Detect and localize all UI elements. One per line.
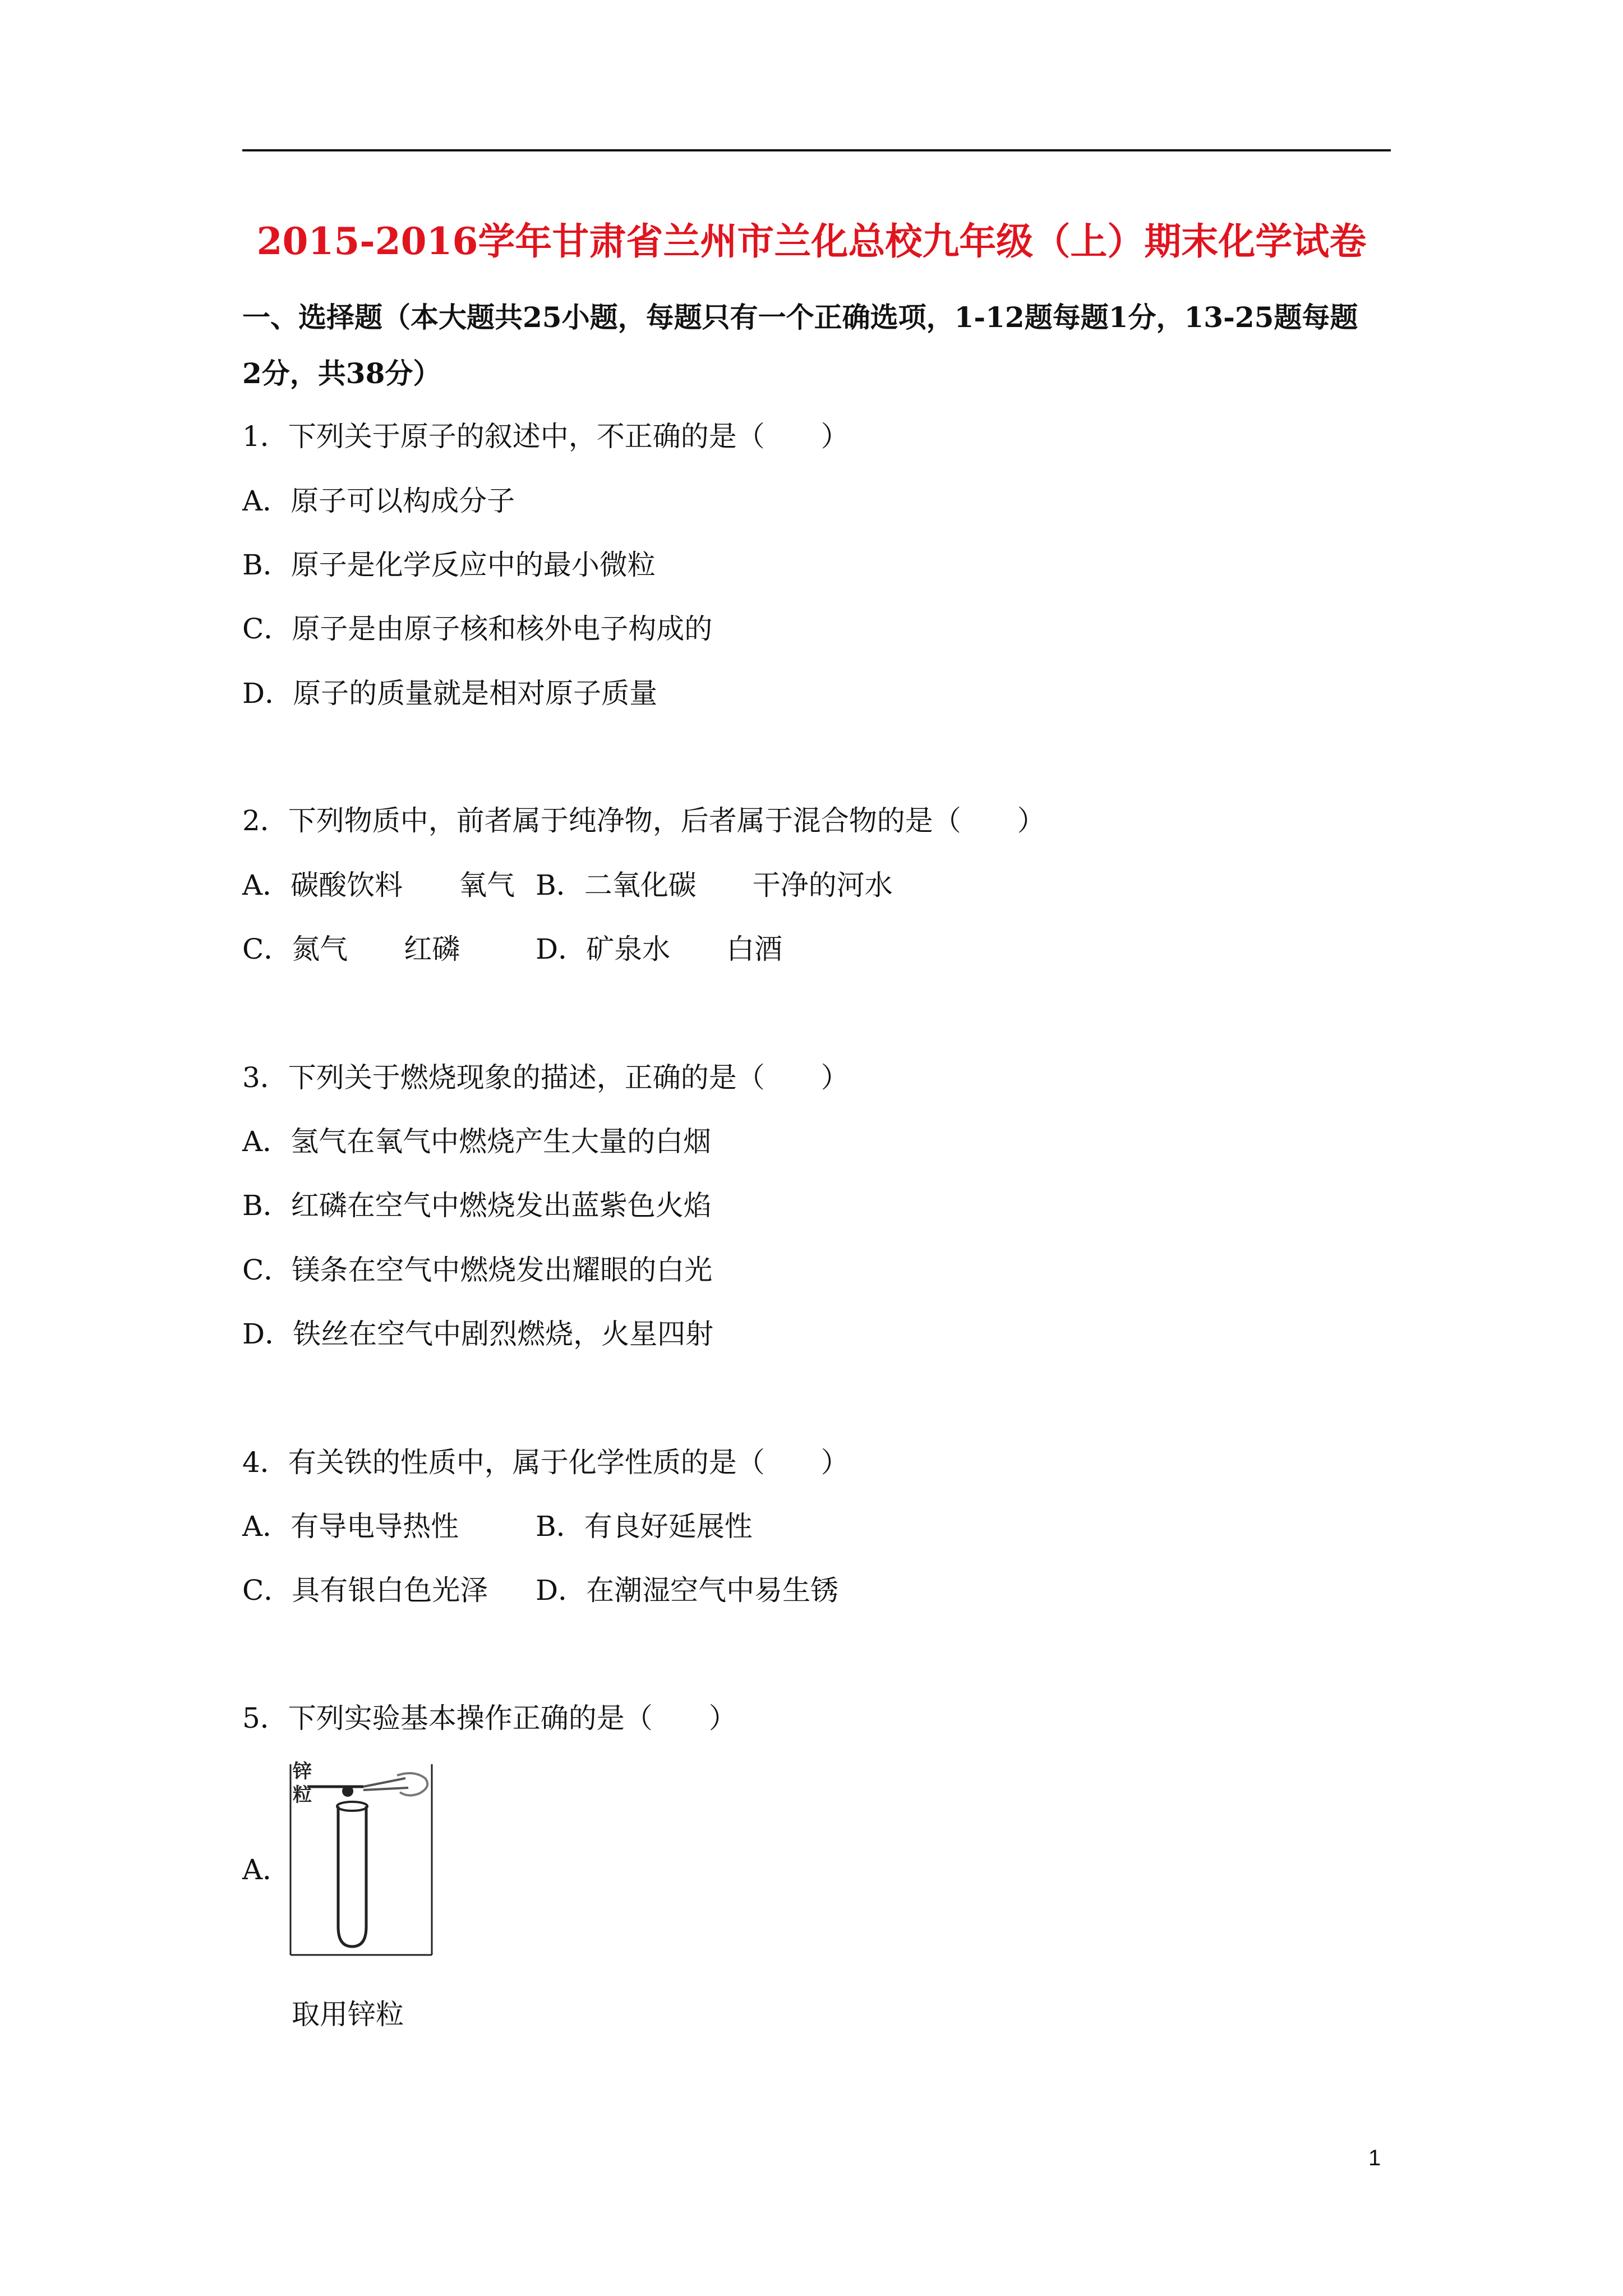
question-4-option-b: B．有良好延展性 — [536, 1510, 753, 1543]
question-3-option-a: A．氢气在氧气中燃烧产生大量的白烟 — [242, 1125, 712, 1158]
question-3-stem: 3．下列关于燃烧现象的描述，正确的是（ ） — [242, 1061, 849, 1094]
question-3-option-b: B．红磷在空气中燃烧发出蓝紫色火焰 — [242, 1189, 712, 1222]
question-4-option-d: D．在潮湿空气中易生锈 — [536, 1574, 839, 1607]
question-2-option-a: A．碳酸饮料 氧气 — [242, 869, 515, 901]
question-2-stem: 2．下列物质中，前者属于纯净物，后者属于混合物的是（ ） — [242, 804, 1045, 837]
question-1-option-c: C．原子是由原子核和核外电子构成的 — [242, 613, 713, 645]
question-1-option-d: D．原子的质量就是相对原子质量 — [242, 677, 658, 710]
section-heading-line2: 2分，共38分） — [242, 357, 441, 390]
question-3-option-d: D．铁丝在空气中剧烈燃烧，火星四射 — [242, 1318, 714, 1350]
question-1-stem: 1．下列关于原子的叙述中，不正确的是（ ） — [242, 420, 849, 453]
question-2-option-b: B．二氧化碳 干净的河水 — [536, 869, 893, 901]
question-4-option-c: C．具有银白色光泽 — [242, 1574, 488, 1607]
section-heading-line1: 一、选择题（本大题共25小题，每题只有一个正确选项，1-12题每题1分，13-25题每题 — [242, 301, 1358, 334]
page-number: 1 — [1368, 2146, 1381, 2170]
question-4-stem: 4．有关铁的性质中，属于化学性质的是（ ） — [242, 1446, 849, 1479]
question-5-stem: 5．下列实验基本操作正确的是（ ） — [242, 1702, 737, 1734]
question-2-option-c: C．氮气 红磷 — [242, 933, 460, 965]
header-rule — [242, 149, 1391, 151]
question-4-option-a: A．有导电导热性 — [242, 1510, 459, 1543]
zinc-test-tube-figure — [285, 1753, 436, 1961]
question-1-option-b: B．原子是化学反应中的最小微粒 — [242, 549, 656, 581]
question-3-option-c: C．镁条在空气中燃烧发出耀眼的白光 — [242, 1254, 713, 1286]
svg-text:锌: 锌 — [293, 1760, 312, 1783]
svg-text:粒: 粒 — [293, 1784, 312, 1806]
question-5-option-a-label: A． — [242, 1853, 291, 1886]
question-2-option-d: D．矿泉水 白酒 — [536, 933, 783, 965]
document-title: 2015-2016学年甘肃省兰州市兰化总校九年级（上）期末化学试卷 — [256, 219, 1367, 263]
question-1-option-a: A．原子可以构成分子 — [242, 485, 515, 517]
question-5-option-a-caption: 取用锌粒 — [292, 1998, 404, 2031]
